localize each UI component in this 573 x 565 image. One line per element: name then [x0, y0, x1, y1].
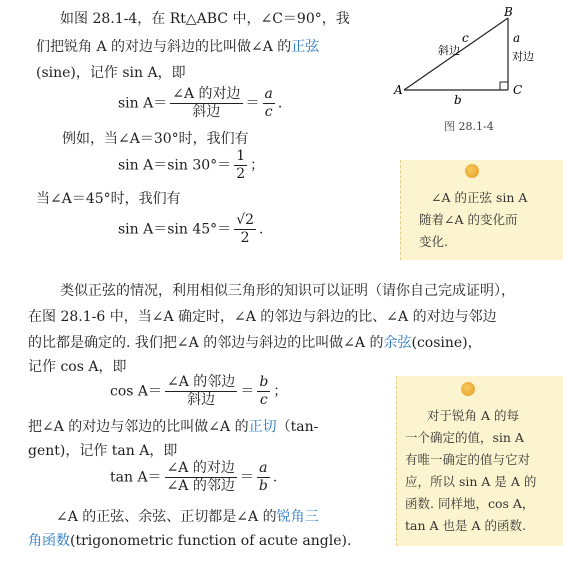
figure-right-triangle: [392, 6, 562, 136]
note2-line6: tan A 也是 A 的函数.: [405, 518, 526, 533]
formula-lhs: cos A＝: [110, 383, 163, 400]
note-sine-is-function: [396, 376, 563, 546]
note2-line1: 对于锐角 A 的每: [427, 408, 519, 423]
formula-lhs: tan A＝: [110, 469, 162, 486]
side-c-label: c: [462, 31, 469, 45]
fraction-numerator: √2: [236, 212, 255, 228]
fraction-denominator: b: [258, 478, 268, 494]
fraction-numerator: ∠A 的对边: [166, 460, 235, 476]
para2-line3-text: 的比都是确定的. 我们把∠A 的邻边与斜边的比叫做∠A 的: [28, 335, 384, 351]
fraction-one-half: [234, 148, 247, 183]
note1-line1: ∠A 的正弦 sin A: [431, 190, 528, 205]
note1-line2: 随着∠A 的变化而: [419, 212, 518, 227]
equals-sign: ＝: [245, 95, 260, 112]
side-a-label: a: [513, 31, 521, 45]
fraction-numerator: a: [264, 86, 273, 102]
final-line1: [56, 506, 319, 526]
para1-line2-text: 们把锐角 A 的对边与斜边的比叫做∠A 的: [36, 39, 292, 55]
term-tangent: 正切: [248, 419, 277, 435]
fraction-adjacent-over-hypotenuse: [165, 374, 237, 409]
term-trig-function-part2: 角函数: [28, 533, 70, 549]
fraction-a-over-c: [263, 86, 275, 121]
tan-intro-line2: gent)，记作 tan A，即: [28, 443, 178, 459]
para2-line4: 记作 cos A，即: [28, 359, 127, 375]
example-intro: 例如，当∠A＝30°时，我们有: [62, 131, 249, 147]
formula-sin30: [118, 148, 264, 183]
formula-end: ；: [250, 157, 265, 174]
vertex-b-label: B: [504, 6, 513, 19]
formula-end: .: [272, 469, 278, 486]
tan-intro-suffix: （tan-: [276, 419, 319, 435]
para1-line2: [36, 36, 319, 56]
formula-lhs: sin A＝sin 30°＝: [118, 157, 232, 174]
para2-line3: [28, 332, 482, 352]
opposite-side-label: 对边: [512, 50, 534, 63]
term-cosine: 余弦: [383, 335, 412, 351]
para2-line2: 在图 28.1-6 中，当∠A 确定时，∠A 的邻边与斜边的比、∠A 的对边与邻边: [28, 309, 497, 325]
fraction-denominator: 2: [236, 166, 246, 182]
note-bullet-icon: [465, 164, 479, 178]
figure-caption: 图 28.1-4: [444, 120, 494, 133]
note-sine-varies: [400, 160, 563, 260]
fraction-denominator: 斜边: [187, 392, 216, 408]
term-sine: 正弦: [291, 39, 320, 55]
formula-lhs: sin A＝sin 45°＝: [118, 221, 232, 238]
fraction-opposite-over-adjacent: [165, 460, 237, 495]
fraction-denominator: 2: [240, 230, 250, 246]
note2-line2: 一个确定的值，sin A: [405, 430, 524, 445]
fraction-numerator: a: [257, 460, 270, 478]
final-line2: [28, 530, 351, 550]
fraction-denominator: c: [264, 104, 273, 120]
hypotenuse-label: 斜边: [438, 44, 460, 57]
formula-lhs: sin A＝: [118, 95, 168, 112]
formula-end: .: [277, 95, 283, 112]
para1-line3: (sine)，记作 sin A，即: [36, 65, 186, 81]
fraction-b-over-c: [257, 374, 270, 409]
formula-sin-definition: [118, 86, 282, 121]
fraction-denominator: 斜边: [192, 104, 221, 120]
fraction-numerator: ∠A 的邻边: [167, 374, 236, 390]
side-b-label: b: [454, 93, 462, 107]
formula-cos-definition: [110, 374, 287, 409]
when-45-line: 当∠A＝45°时，我们有: [36, 191, 181, 207]
note2-line3: 有唯一确定的值与它对: [405, 452, 531, 467]
formula-end: .: [259, 221, 264, 238]
note-bullet-icon: [461, 382, 475, 396]
final-line2-suffix: (trigonometric function of acute angle).: [70, 533, 352, 549]
fraction-denominator: c: [259, 392, 268, 408]
tan-intro-text: 把∠A 的对边与邻边的比叫做∠A 的: [28, 419, 249, 435]
fraction-denominator: ∠A 的邻边: [166, 478, 235, 494]
term-trig-function-part1: 锐角三: [276, 509, 319, 525]
note2-line4: 应，所以 sin A 是 A 的: [405, 474, 537, 489]
right-angle-mark: [500, 82, 508, 90]
formula-tan-definition: [110, 460, 277, 495]
fraction-numerator: 1: [236, 148, 246, 164]
fraction-numerator: ∠A 的对边: [172, 86, 241, 102]
formula-sin45: [118, 212, 263, 247]
equals-sign: ＝: [239, 469, 254, 486]
note2-line5: 函数. 同样地，cos A，: [405, 496, 535, 511]
para2-line1: 类似正弦的情况，利用相似三角形的知识可以证明（请你自己完成证明），: [60, 283, 515, 299]
para2-line3-suffix: (cosine)，: [411, 335, 482, 351]
tan-intro-line1: [28, 416, 318, 436]
equals-sign: ＝: [240, 383, 255, 400]
vertex-a-label: A: [394, 83, 403, 97]
final-line1-text: ∠A 的正弦、余弦、正切都是∠A 的: [56, 509, 277, 525]
note1-line3: 变化.: [419, 234, 448, 249]
para1-line1: 如图 28.1-4，在 Rt△ABC 中，∠C＝90°，我: [60, 11, 350, 27]
fraction-numerator: b: [259, 374, 269, 390]
fraction-a-over-b: [257, 460, 270, 495]
fraction-opposite-over-hypotenuse: [170, 86, 242, 121]
fraction-root2-over-2: [234, 212, 256, 247]
formula-end: ；: [273, 383, 288, 400]
vertex-c-label: C: [513, 83, 523, 97]
